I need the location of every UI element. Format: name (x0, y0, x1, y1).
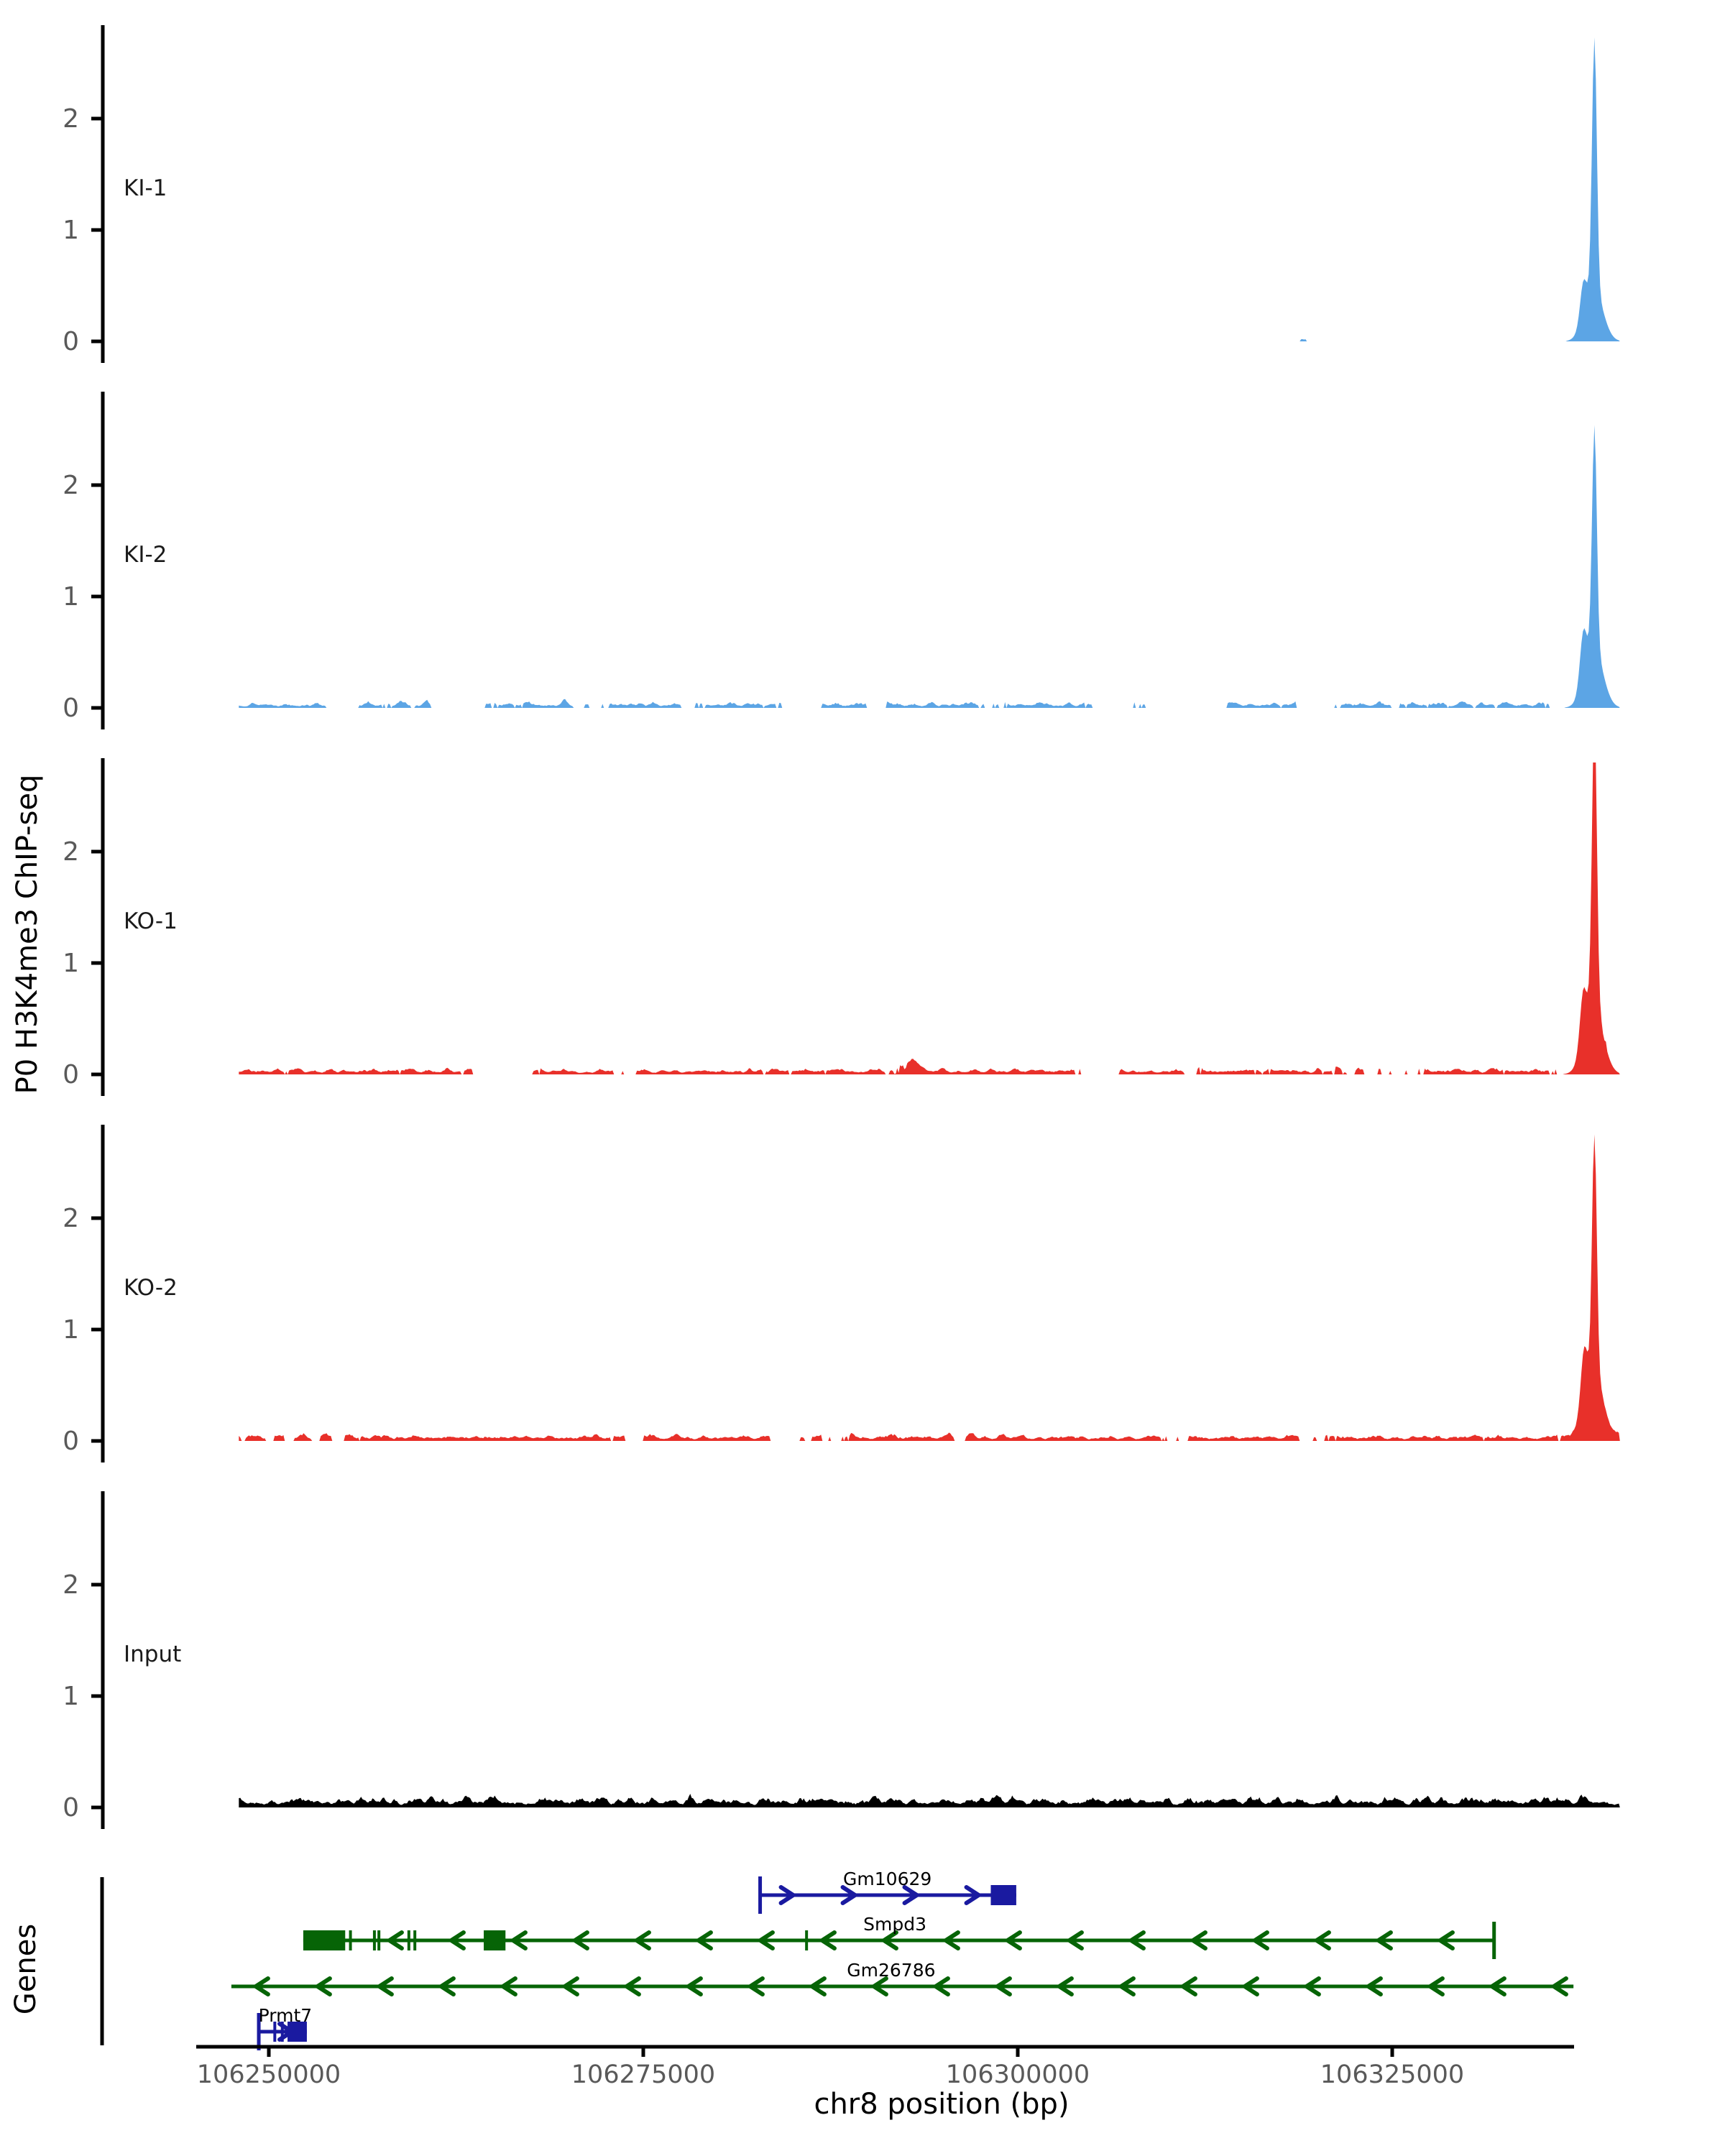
y-tick-label-KI-1-2: 2 (63, 104, 79, 134)
gene-Smpd3 (303, 1914, 1494, 1959)
y-tick-label-KI-2-2: 2 (63, 471, 79, 500)
x-tick-label-106275000: 106275000 (571, 2060, 716, 2089)
y-tick-label-KO-2-1: 1 (63, 1315, 79, 1345)
exon-box-Gm10629 (990, 1885, 1016, 1905)
track-panel-KI-2 (63, 392, 1620, 729)
x-axis (196, 2047, 1574, 2089)
y-tick-label-KI-1-0: 0 (63, 327, 79, 356)
x-tick-label-106300000: 106300000 (945, 2060, 1090, 2089)
track-label-KI-2: KI-2 (124, 542, 167, 568)
exon-tick-Smpd3 (805, 1930, 808, 1950)
y-tick-label-KO-1-2: 2 (63, 837, 79, 867)
y-tick-label-KO-1-0: 0 (63, 1060, 79, 1089)
gene-label-Prmt7: Prmt7 (258, 2005, 313, 2026)
y-tick-label-KO-1-1: 1 (63, 949, 79, 978)
x-tick-label-106250000: 106250000 (196, 2060, 341, 2089)
y-axis-label: P0 H3K4me3 ChIP-seq (11, 774, 44, 1095)
signal-area-KO-2 (239, 1135, 1620, 1442)
gene-Prmt7 (259, 2005, 313, 2050)
track-label-KI-1: KI-1 (124, 175, 167, 201)
y-tick-label-Input-2: 2 (63, 1570, 79, 1600)
exon-tick-Smpd3 (377, 1930, 380, 1950)
gene-label-Gm26786: Gm26786 (847, 1960, 936, 1981)
exon-tick-Smpd3 (349, 1930, 352, 1950)
exon-box-Smpd3 (303, 1930, 345, 1950)
gene-label-Gm10629: Gm10629 (843, 1869, 932, 1889)
exon-box-Smpd3 (484, 1930, 505, 1950)
genes-axis-label: Genes (9, 1923, 42, 2015)
y-tick-label-KI-1-1: 1 (63, 216, 79, 245)
y-tick-label-Input-0: 0 (63, 1793, 79, 1823)
y-tick-label-Input-1: 1 (63, 1682, 79, 1711)
track-panel-KI-1 (63, 25, 1620, 363)
y-tick-label-KI-2-1: 1 (63, 582, 79, 612)
x-tick-label-106325000: 106325000 (1320, 2060, 1465, 2089)
track-label-KO-1: KO-1 (124, 908, 178, 934)
track-panel-KO-1 (63, 758, 1620, 1096)
track-panel-KO-2 (63, 1125, 1620, 1462)
gene-Gm26786 (231, 1960, 1573, 1994)
signal-area-KI-1 (239, 37, 1620, 341)
exon-tick-Smpd3 (373, 1930, 376, 1950)
y-tick-label-KO-2-0: 0 (63, 1427, 79, 1456)
gene-Gm10629 (760, 1869, 1016, 1914)
gene-label-Smpd3: Smpd3 (863, 1914, 927, 1935)
signal-area-KI-2 (239, 425, 1620, 709)
track-panel-Input (63, 1491, 1620, 1829)
track-label-KO-2: KO-2 (124, 1275, 178, 1301)
y-tick-label-KI-2-0: 0 (63, 694, 79, 723)
signal-area-KO-1 (239, 763, 1620, 1074)
track-label-Input: Input (124, 1641, 182, 1667)
exon-tick-Smpd3 (413, 1930, 416, 1950)
y-tick-label-KO-2-2: 2 (63, 1204, 79, 1233)
signal-area-Input (239, 1794, 1620, 1807)
genes-panel (102, 1869, 1573, 2050)
x-axis-label: chr8 position (bp) (814, 2088, 1070, 2121)
exon-tick-Smpd3 (408, 1930, 410, 1950)
